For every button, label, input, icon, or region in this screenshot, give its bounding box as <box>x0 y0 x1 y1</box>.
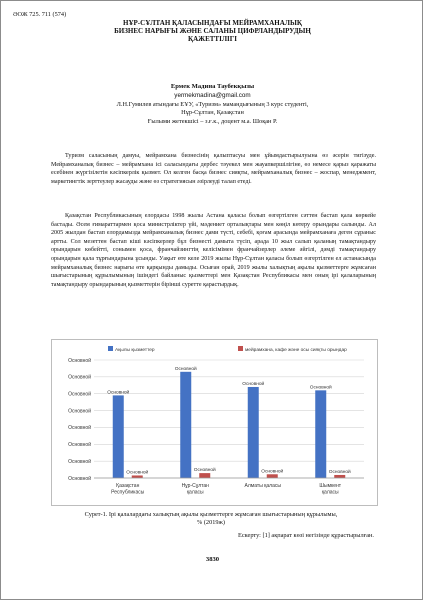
paragraph: Қазақстан Республикасының елордасы 1998 жылы Астана қаласы болып өзгертілген сәттен бастап қала көркейе бастады. Әсем ғимараттармен қоса министрліктер үйі, мәдениет орталықтары мен көңіл көтеру орындары салынды. Ал 2005 жылдан бастап елордамызда мейрамханалық бизнес дами түсті, себебі, қоғам арасында мейрамханаға деген сұраныс артты. Сол мезеттен бастап кіші кәсіпкерлер бұл бизнесті дамыта түсіп, арада 10 жыл салып қаланың тамақтандыру орындарын көбейтті, сонымен қоса, франчайзингтің келісімімен франчайзерлер әлеме әйгілі, дәмді тамақтандыру орындарын қала тұрғындарына ұсынды. Уақыт өте келе 2019 жылы Нұр-Сұлтан қаласы болып өзгертілген ел астанасында мейрамханалық бизнес нарығы өте қарқынды дамыды. Осыған орай, 2019 жылы халықтың ақылы қызметтерге жұмсаған шығыстарының құрылымының ішіндегі байланыс қызметтері мен Қазақстан Республикасы мен оның ірі қалаларының тамақтандыру орындарының қызметтерін бірінші суретте қарастырдық. <box>51 213 376 288</box>
bar <box>180 372 191 478</box>
bar-data-label: Основной <box>193 468 216 474</box>
legend-label: мейрамхана, кафе және осы сияқты орындар <box>245 348 347 353</box>
x-category-label: Алматы қаласы <box>244 483 281 489</box>
bar <box>267 474 278 478</box>
x-category-label: қаласы <box>186 489 204 496</box>
figure-note: Ескерту: [1] ақпарат көзі негізінде құрастырылған. <box>238 532 374 539</box>
x-category-label: Нұр-Сұлтан <box>181 483 209 489</box>
y-tick-label: Основной <box>68 442 91 449</box>
y-tick-label: Основной <box>68 357 91 364</box>
paragraph: Туризм саласының дамуы, мейрамхана бизнесінің қалыптасуы мен ұйымдастырылуына өз әсерін тигізуде. Мейрамханалық бизнес – мейрамхана ісі саласындағы дербес тәуекел мен жауапкершілігіне, өз немесе қарыз қаражаты есебінен жүргізілетін кәсіпкерлік қызмет. Ол келген басқа бизнес сияқты, мейрамханалық бизнес – жоспар, менеджмент, маркетингтік зерттеулер жасауды және өз стратегиясын әзірлеуді талап етеді. <box>51 153 376 185</box>
y-tick-label: Основной <box>68 475 91 482</box>
bar <box>334 475 345 478</box>
title-line: НҰР-СҰЛТАН ҚАЛАСЫНДАҒЫ МЕЙРАМХАНАЛЫҚ <box>123 19 302 27</box>
x-category-label: Қазақстан <box>116 483 140 489</box>
figure-caption <box>31 511 391 528</box>
x-category-label: қаласы <box>321 489 339 496</box>
title-line: ҚАЖЕТТІЛІГІ <box>188 35 237 44</box>
affiliation <box>1 101 423 126</box>
bar <box>113 395 124 478</box>
legend-label: Ақылы қызметтер <box>115 348 155 353</box>
bar-data-label: Основной <box>174 366 197 372</box>
bar-data-label: Основной <box>261 469 284 475</box>
y-tick-label: Основной <box>68 408 91 415</box>
bar <box>315 390 326 478</box>
bar-chart <box>51 339 378 506</box>
bar-data-label: Основной <box>309 385 332 391</box>
udc-code: ӘОЖ 725. 711 (574) <box>13 11 67 18</box>
x-category-label: Республикасы <box>111 489 145 496</box>
bar <box>248 387 259 478</box>
y-tick-label: Основной <box>68 458 91 465</box>
author-name: Ермек Мадина Таубекқызы <box>170 83 255 90</box>
title-line: БИЗНЕС НАРЫҒЫ ЖӘНЕ САЛАНЫ ЦИФРЛАНДЫРУДЫҢ <box>114 27 311 36</box>
caption-line: Сурет-1. Ірі қалалардағы халықтың ақылы қызметтерге жұмсаған шығыстарының құрылымы, <box>84 511 338 518</box>
article-title <box>31 19 394 44</box>
affiliation-line: Нұр-Сұлтан, Қазақстан <box>181 109 244 117</box>
y-tick-label: Основной <box>68 374 91 381</box>
author-email: yermekmadina@gmail.com <box>174 92 251 99</box>
bar-data-label: Основной <box>107 390 130 396</box>
bar <box>199 473 210 478</box>
legend-swatch <box>238 346 243 351</box>
bar-data-label: Основной <box>126 470 149 476</box>
affiliation-line: Л.Н.Гумилев атындағы ЕҰУ, «Туризм» мамандығының 3 курс студенті, <box>116 101 309 108</box>
caption-line: % (2019ж) <box>197 519 225 527</box>
bar-data-label: Основной <box>328 469 351 475</box>
affiliation-line: Ғылыми жетекшісі – з.ғ.к., доцент м.а. Шоқан Р. <box>147 117 278 125</box>
chart-canvas <box>52 340 377 505</box>
legend-swatch <box>108 346 113 351</box>
x-category-label: Шымкент <box>319 483 342 489</box>
bar-data-label: Основной <box>242 381 265 387</box>
page-number: 3830 <box>205 556 220 563</box>
y-tick-label: Основной <box>68 391 91 398</box>
y-tick-label: Основной <box>68 425 91 432</box>
